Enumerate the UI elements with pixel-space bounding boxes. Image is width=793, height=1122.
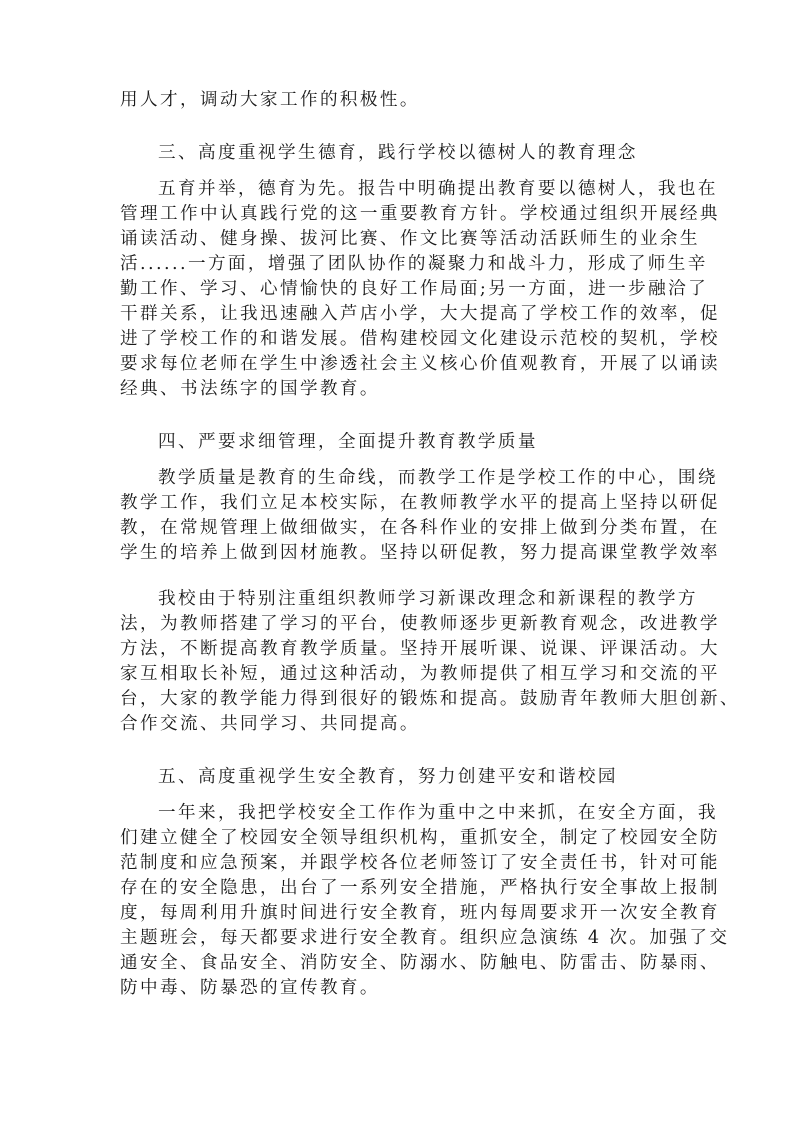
text-line: 教，在常规管理上做细做实，在各科作业的安排上做到分类布置，在: [120, 518, 720, 538]
text-line: 干群关系，让我迅速融入芦店小学，大大提高了学校工作的效率，促: [120, 304, 720, 324]
text-line: 度，每周利用升旗时间进行安全教育，班内每周要求开一次安全教育: [120, 903, 720, 923]
text-line: 管理工作中认真践行党的这一重要教育方针。学校通过组织开展经典: [120, 204, 720, 224]
paragraph-continuation: [120, 88, 673, 113]
paragraph-moral-education: [120, 177, 720, 402]
text-line: 存在的安全隐患，出台了一系列安全措施，严格执行安全事故上报制: [120, 878, 720, 898]
text-line: 教学质量是教育的生命线，而教学工作是学校工作的中心，围绕: [158, 468, 718, 488]
text-line: 台，大家的教学能力得到很好的锻炼和提高。鼓励青年教师大胆创新、: [120, 689, 740, 709]
text-line: 五育并举，德育为先。报告中明确提出教育要以德树人，我也在: [158, 179, 718, 199]
document-page: [120, 88, 740, 1001]
paragraph-teacher-training: [120, 587, 740, 737]
text-line: 范制度和应急预案，并跟学校各位老师签订了安全责任书，针对可能: [120, 853, 720, 873]
text-line: 教学工作，我们立足本校实际，在教师教学水平的提高上坚持以研促: [120, 493, 720, 513]
text-line: 一年来，我把学校安全工作作为重中之中来抓，在安全方面，我: [158, 803, 718, 823]
text-line: 活......一方面，增强了团队协作的凝聚力和战斗力，形成了师生辛: [120, 254, 708, 274]
text-line: 防中毒、防暴恐的宣传教育。: [120, 978, 380, 998]
section-heading-5: 五、高度重视学生安全教育，努力创建平安和谐校园: [158, 767, 618, 787]
text-line: 主题班会，每天都要求进行安全教育。组织应急演练 4 次。加强了交: [120, 928, 730, 948]
text-line: 法，为教师搭建了学习的平台，使教师逐步更新教育观念，改进教学: [120, 614, 720, 634]
section-heading-4: 四、严要求细管理，全面提升教育教学质量: [158, 432, 538, 452]
text-line: 勤工作、学习、心情愉快的良好工作局面;另一方面，进一步融洽了: [120, 279, 709, 299]
text-line: 诵读活动、健身操、拔河比赛、作文比赛等活动活跃师生的业余生: [120, 229, 700, 249]
text-line: 学生的培养上做到因材施教。坚持以研促教，努力提高课堂教学效率: [120, 543, 720, 563]
text-line: 要求每位老师在学生中渗透社会主义核心价值观教育，开展了以诵读: [120, 354, 720, 374]
text-line: 方法，不断提高教育教学质量。坚持开展听课、说课、评课活动。大: [120, 639, 720, 659]
text-line: 经典、书法练字的国学教育。: [120, 379, 380, 399]
text-line: 用人才，调动大家工作的积极性。: [120, 90, 420, 110]
paragraph-teaching-quality: [120, 466, 720, 566]
text-line: 我校由于特别注重组织教师学习新课改理念和新课程的教学方: [158, 589, 698, 609]
text-line: 合作交流、共同学习、共同提高。: [120, 714, 420, 734]
section-heading-3: 三、高度重视学生德育，践行学校以德树人的教育理念: [158, 143, 638, 163]
text-line: 通安全、食品安全、消防安全、防溺水、防触电、防雷击、防暴雨、: [120, 953, 720, 973]
text-line: 进了学校工作的和谐发展。借构建校园文化建设示范校的契机，学校: [120, 329, 720, 349]
paragraph-safety-education: [120, 801, 730, 1001]
text-line: 家互相取长补短，通过这种活动，为教师提供了相互学习和交流的平: [120, 664, 720, 684]
text-line: 们建立健全了校园安全领导组织机构，重抓安全，制定了校园安全防: [120, 828, 720, 848]
